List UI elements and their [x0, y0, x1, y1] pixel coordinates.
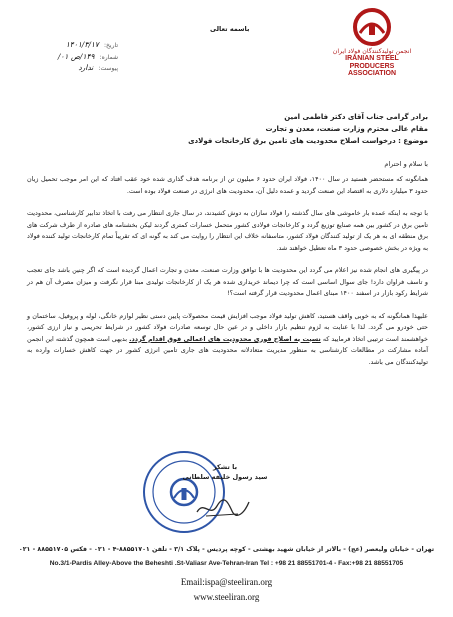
number-label: شماره: — [99, 53, 118, 61]
number-value: ۱۴۹/ص ۰۱/ — [57, 51, 95, 61]
letter-subject: موضوع : درخواست اصلاح محدودیت های تامین برق کارخانجات فولادی — [188, 137, 428, 145]
paragraph-4-tail: بدیهی است همچون گذشته این انجمن آماده مشارکت در مطالعات کارشناسی به منظور مدیریت متعادلانه محدودیت های جاری تامین انرژی کشور در جهت کاهش خسارات وارده به تولیدکنندگان می باشد. — [27, 334, 428, 366]
attachment-row — [58, 63, 118, 75]
footer-address-en: No.3/1-Pardis Alley-Above the Beheshti .St-Valiasr Ave-Tehran-Iran Tel : +98 21 88551701-4 - Fax:+98 21 88551705 — [49, 560, 404, 567]
closing: با تشکر — [212, 463, 238, 471]
handwritten-signature-icon — [194, 496, 252, 520]
attachment-label: پیوست: — [98, 65, 118, 72]
date-value: ۱۴۰۱/۳/۱۷ — [65, 40, 99, 49]
recipient-name: برادر گرامی جناب آقای دکتر فاطمی امین — [284, 113, 428, 121]
letter-invocation: باسمه تعالی — [210, 25, 250, 33]
footer-email: Email:ispa@steeliran.org — [180, 577, 273, 587]
association-logo-icon — [352, 7, 392, 47]
org-name-en-line1: IRANIAN STEEL — [345, 55, 399, 62]
footer-website: www.steeliran.org — [193, 592, 260, 602]
greeting: با سلام و احترام — [384, 160, 428, 168]
date-row — [58, 40, 118, 52]
paragraph-4-emphasis: نسبت به اصلاح فوری محدودیت های اعمالی فوق اقدام گردد. — [129, 334, 321, 343]
signatory-name: سید رسول خلیفه سلطانی — [182, 473, 268, 481]
paragraph-4-text: علیهذا همانگونه که به خوبی واقف هستید، کاهش تولید فولاد موجب افزایش قیمت محصولات پایین دستی نظیر لوازم خانگی، لوله و پروفیل، ساختمان و حتی خودرو می گردد. لذا با عنایت به لزوم تنظیم بازار داخلی و در عین حال توسعه صادرات فولاد کشور در شرایط تحریمی و نیاز ارزی کشور، خواهشمند است ترتیبی اتخاذ فرمایید که — [27, 311, 428, 343]
recipient-title: مقام عالی محترم وزارت صنعت، معدن و تجارت — [265, 125, 428, 133]
letter-meta — [58, 40, 118, 75]
letter-body — [27, 111, 428, 368]
paragraph-1: همانگونه که مستحضر هستید در سال ۱۴۰۰، فولاد ایران حدود ۶ میلیون تن از برنامه هدف گذاری شده خود عقب افتاد که این امر موجب تحمیل زیان حدود ۳ میلیارد دلاری به اقتصاد این صنعت گردید و عمده دلیل آن، محدودیت های انرژی در صنعت فولاد بوده است. — [27, 175, 429, 195]
attachment-value: ندارد — [78, 63, 94, 72]
number-row — [58, 52, 118, 64]
org-name-fa: انجمن تولیدکنندگان فولاد ایران — [332, 48, 412, 55]
paragraph-4 — [27, 311, 428, 369]
association-logo-block — [331, 7, 413, 78]
paragraph-2: با توجه به اینکه عمده بار خاموشی های سال گذشته را فولاد سازان به دوش کشیدند، در سال جاری انتظار می رفت با اتخاذ تدابیر کارشناسی، محدودیت تامین برق در کشور بین همه صنایع توزیع گردد و کارخانجات فولادی کشور متحمل خسارات کمتری گردند لیکن بخشنامه های صادره از طرف شرکت های برق منطقه ای به هر یک از تولید کنندگان فولاد کشور، متاسفانه خلاف این انتظار را روایت می کند به گونه ای که تقریباً تمام کارخانجات تولید کننده فولاد به ویژه در بخش خصوصی حدود ۳ ماه تعطیل خواهند شد. — [27, 209, 428, 252]
org-name-en-line2: PRODUCERS ASSOCIATION — [347, 62, 397, 78]
date-label: تاریخ: — [104, 42, 118, 49]
signature-block — [180, 462, 270, 483]
paragraph-3: در پیگیری های انجام شده نیز اعلام می گردد این محدودیت ها با توافق وزارت صنعت، معدن و تجارت اعمال گردیده است که اگر چنین باشد جای تعجب و تاسف فراوان دارد! جای سوال اساسی است که چرا دیماند خریداری شده هر یک از کارخانجات تولیدی مبنا قرار نگرفت و میزان مصرف آن هم در شرایط رکود بازار در اسفند ۱۴۰۰ مبنای اعمال محدودیت قرار گرفته است؟! — [27, 266, 428, 297]
footer-address-fa: تهران - خیابان ولیعصر (عج) - بالاتر از خیابان شهید بهشتی - کوچه پردیس - پلاک ۳/۱ - تلفن ۸۸۵۵۱۷۰۱-۴ - ۰۲۱ - فکس ۸۸۵۵۱۷۰۵ - ۰۲۱ — [18, 546, 435, 553]
